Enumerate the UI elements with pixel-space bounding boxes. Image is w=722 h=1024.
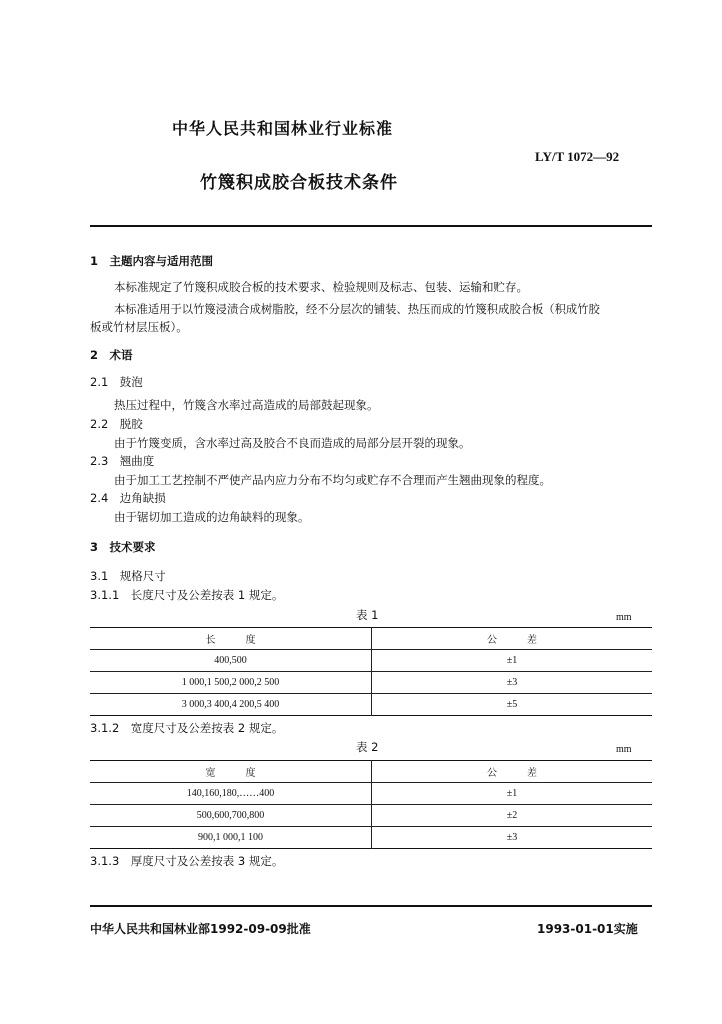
term-definition: 由于锯切加工造成的边角缺料的现象。	[114, 510, 310, 524]
header-rule	[90, 225, 652, 227]
term-definition: 由于竹篾变质，含水率过高及胶合不良而造成的局部分层开裂的现象。	[114, 436, 471, 450]
table-header-row	[90, 628, 652, 650]
term-number: 2.3 翘曲度	[90, 454, 155, 468]
doc-title: 竹篾积成胶合板技术条件	[200, 173, 398, 193]
table-row	[90, 694, 652, 716]
table-row	[90, 805, 652, 827]
term-number: 2.2 脱胶	[90, 417, 143, 431]
table-row	[90, 650, 652, 672]
cell: 1 000,1 500,2 000,2 500	[90, 672, 372, 694]
clause: 3.1.2 宽度尺寸及公差按表 2 规定。	[90, 721, 284, 735]
term-number: 2.1 鼓泡	[90, 375, 143, 389]
paragraph: 本标准适用于以竹篾浸渍合成树脂胶，经不分层次的铺装、热压而成的竹篾积成胶合板（积成竹胶	[114, 303, 600, 316]
table-row	[90, 672, 652, 694]
paragraph: 本标准规定了竹篾积成胶合板的技术要求、检验规则及标志、包装、运输和贮存。	[114, 280, 528, 294]
cell: 3 000,3 400,4 200,5 400	[90, 694, 372, 716]
header-cell: 宽 度	[90, 761, 372, 783]
section-3-heading: 3 技术要求	[90, 540, 156, 554]
paragraph: 板或竹材层压板）。	[90, 320, 188, 334]
section-2-heading: 2 术语	[90, 348, 133, 362]
cell: 400,500	[90, 650, 372, 672]
standard-code: LY/T 1072—92	[535, 149, 620, 164]
cell: 140,160,180,……400	[90, 783, 372, 805]
table-1-caption: 表 1	[356, 608, 379, 622]
cell: ±2	[372, 805, 653, 827]
clause: 3.1.3 厚度尺寸及公差按表 3 规定。	[90, 854, 284, 868]
cell: 900,1 000,1 100	[90, 827, 372, 849]
cell: ±1	[372, 783, 653, 805]
table-1	[90, 627, 652, 716]
header-cell: 长 度	[90, 628, 372, 650]
table-2-unit: mm	[616, 744, 632, 755]
cell: ±3	[372, 827, 653, 849]
cell: ±5	[372, 694, 653, 716]
cell: ±3	[372, 672, 653, 694]
table-2-caption: 表 2	[356, 740, 379, 754]
subsection-heading: 3.1 规格尺寸	[90, 569, 166, 583]
table-row	[90, 827, 652, 849]
table-row	[90, 783, 652, 805]
term-definition: 由于加工工艺控制不严使产品内应力分布不均匀或贮存不合理而产生翘曲现象的程度。	[114, 473, 551, 487]
header-cell: 公 差	[372, 628, 653, 650]
header-cell: 公 差	[372, 761, 653, 783]
term-number: 2.4 边角缺损	[90, 491, 166, 505]
approval-note: 中华人民共和国林业部1992-09-09批准	[90, 922, 311, 936]
effective-date: 1993-01-01实施	[537, 922, 638, 936]
term-definition: 热压过程中，竹篾含水率过高造成的局部鼓起现象。	[114, 398, 379, 412]
footer-rule	[90, 905, 652, 907]
table-2	[90, 760, 652, 849]
cell: 500,600,700,800	[90, 805, 372, 827]
clause: 3.1.1 长度尺寸及公差按表 1 规定。	[90, 588, 284, 602]
org-title: 中华人民共和国林业行业标准	[172, 119, 394, 138]
table-1-unit: mm	[616, 612, 632, 623]
section-1-heading: 1 主题内容与适用范围	[90, 254, 214, 268]
table-header-row	[90, 761, 652, 783]
cell: ±1	[372, 650, 653, 672]
